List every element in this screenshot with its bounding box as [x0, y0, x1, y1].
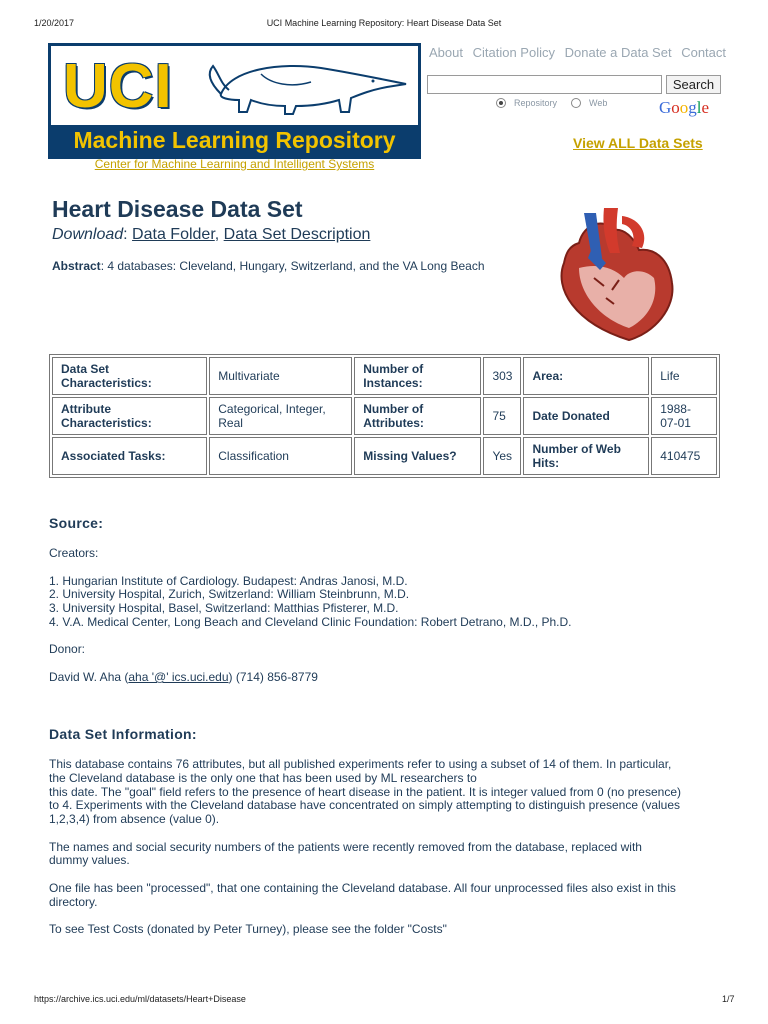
google-logo	[659, 98, 709, 118]
google-letter: o	[671, 98, 680, 117]
download-label: Download	[52, 226, 124, 243]
search-button[interactable]: Search	[666, 75, 721, 94]
table-key-cell: Number of Web Hits:	[523, 437, 649, 475]
info-paragraph-line: 1,2,3,4) from absence (value 0).	[49, 812, 220, 826]
google-letter: e	[701, 98, 710, 117]
info-paragraph-line: dummy values.	[49, 853, 130, 867]
logo-banner	[51, 46, 418, 125]
radio-repository-label: Repository	[514, 98, 558, 108]
creator-item: 4. V.A. Medical Center, Long Beach and Cleveland Clinic Foundation: Robert Detrano, M.D., Ph.D.	[49, 615, 572, 629]
page-title: Heart Disease Data Set	[52, 196, 303, 222]
table-row	[52, 397, 717, 435]
top-nav	[429, 45, 732, 60]
table-key-cell: Number of Attributes:	[354, 397, 481, 435]
table-key-cell: Area:	[523, 357, 649, 395]
uci-logo[interactable]	[48, 43, 421, 159]
table-row	[52, 357, 717, 395]
search-input[interactable]	[427, 75, 662, 94]
table-key-cell: Associated Tasks:	[52, 437, 207, 475]
creator-item: 3. University Hospital, Basel, Switzerland: Matthias Pfisterer, M.D.	[49, 601, 399, 615]
creator-item: 2. University Hospital, Zurich, Switzerland: William Steinbrunn, M.D.	[49, 587, 410, 601]
radio-repository[interactable]	[496, 98, 506, 108]
print-date: 1/20/2017	[34, 18, 75, 28]
nav-donate[interactable]: Donate a Data Set	[564, 45, 672, 60]
radio-web-label: Web	[589, 98, 608, 108]
google-letter: g	[688, 98, 697, 117]
data-folder-link[interactable]: Data Folder	[132, 226, 215, 243]
radio-web[interactable]	[571, 98, 581, 108]
data-set-information-heading: Data Set Information:	[49, 726, 197, 742]
table-value-cell: Life	[651, 357, 717, 395]
table-key-cell: Missing Values?	[354, 437, 481, 475]
table-value-cell: Categorical, Integer, Real	[209, 397, 352, 435]
print-footer-url: https://archive.ics.uci.edu/ml/datasets/Heart+Disease	[34, 994, 246, 1004]
abstract-label: Abstract	[52, 259, 101, 273]
donor-phone: ) (714) 856-8779	[228, 670, 318, 684]
abstract	[52, 259, 485, 273]
table-row	[52, 437, 717, 475]
info-paragraph-line: This database contains 76 attributes, but all published experiments refer to using a subset of 14 of them. In particular,	[49, 757, 672, 771]
donor-line	[49, 670, 725, 684]
info-paragraph-line: directory.	[49, 895, 98, 909]
info-paragraph-line: this date. The "goal" field refers to the presence of heart disease in the patient. It is integer valued from 0 (no presence)	[49, 785, 681, 799]
donor-email-link[interactable]: aha '@' ics.uci.edu	[128, 670, 229, 684]
logo-subtitle: Machine Learning Repository	[73, 127, 396, 153]
dataset-summary-table	[49, 354, 720, 478]
info-paragraph-line: to 4. Experiments with the Cleveland database have concentrated on simply attempting to distinguish presence (values	[49, 798, 681, 812]
table-key-cell: Number of Instances:	[354, 357, 481, 395]
table-key-cell: Data Set Characteristics:	[52, 357, 207, 395]
center-link[interactable]: Center for Machine Learning and Intelligent Systems	[94, 157, 375, 171]
nav-about[interactable]: About	[429, 45, 463, 60]
table-key-cell: Date Donated	[523, 397, 649, 435]
print-page-title: UCI Machine Learning Repository: Heart Disease Data Set	[266, 18, 502, 28]
info-paragraph-line: One file has been "processed", that one containing the Cleveland database. All four unprocessed files also exist in this	[49, 881, 676, 895]
table-value-cell: Yes	[483, 437, 521, 475]
anteater-icon	[201, 54, 411, 120]
donor-label: Donor:	[49, 642, 86, 656]
table-value-cell: 75	[483, 397, 521, 435]
google-letter: o	[679, 98, 689, 117]
donor-name: David W. Aha (	[49, 670, 129, 684]
table-value-cell: 303	[483, 357, 521, 395]
view-all-datasets-link[interactable]: View ALL Data Sets	[573, 135, 703, 151]
table-value-cell: Multivariate	[209, 357, 352, 395]
info-paragraph-line: To see Test Costs (donated by Peter Turney), please see the folder "Costs"	[49, 922, 447, 936]
logo-uci-text: UCI	[63, 52, 173, 121]
source-heading: Source:	[49, 515, 104, 531]
creator-item: 1. Hungarian Institute of Cardiology. Budapest: Andras Janosi, M.D.	[49, 574, 408, 588]
data-set-description-link[interactable]: Data Set Description	[223, 226, 371, 243]
google-letter: l	[696, 98, 702, 117]
creators-label: Creators:	[49, 546, 99, 560]
info-paragraph-line: The names and social security numbers of the patients were recently removed from the database, replaced with	[49, 840, 642, 854]
google-letter: G	[659, 98, 672, 117]
nav-citation-policy[interactable]: Citation Policy	[472, 45, 555, 60]
print-page-number: 1/7	[722, 994, 735, 1004]
abstract-text: : 4 databases: Cleveland, Hungary, Switzerland, and the VA Long Beach	[100, 259, 485, 273]
table-value-cell: Classification	[209, 437, 352, 475]
table-value-cell: 1988-07-01	[651, 397, 717, 435]
table-key-cell: Attribute Characteristics:	[52, 397, 207, 435]
heart-image	[544, 208, 679, 343]
nav-contact[interactable]: Contact	[681, 45, 727, 60]
table-value-cell: 410475	[651, 437, 717, 475]
download-line: Download: Data Folder, Data Set Description	[52, 226, 371, 243]
info-paragraph-line: the Cleveland database is the only one that has been used by ML researchers to	[49, 771, 477, 785]
